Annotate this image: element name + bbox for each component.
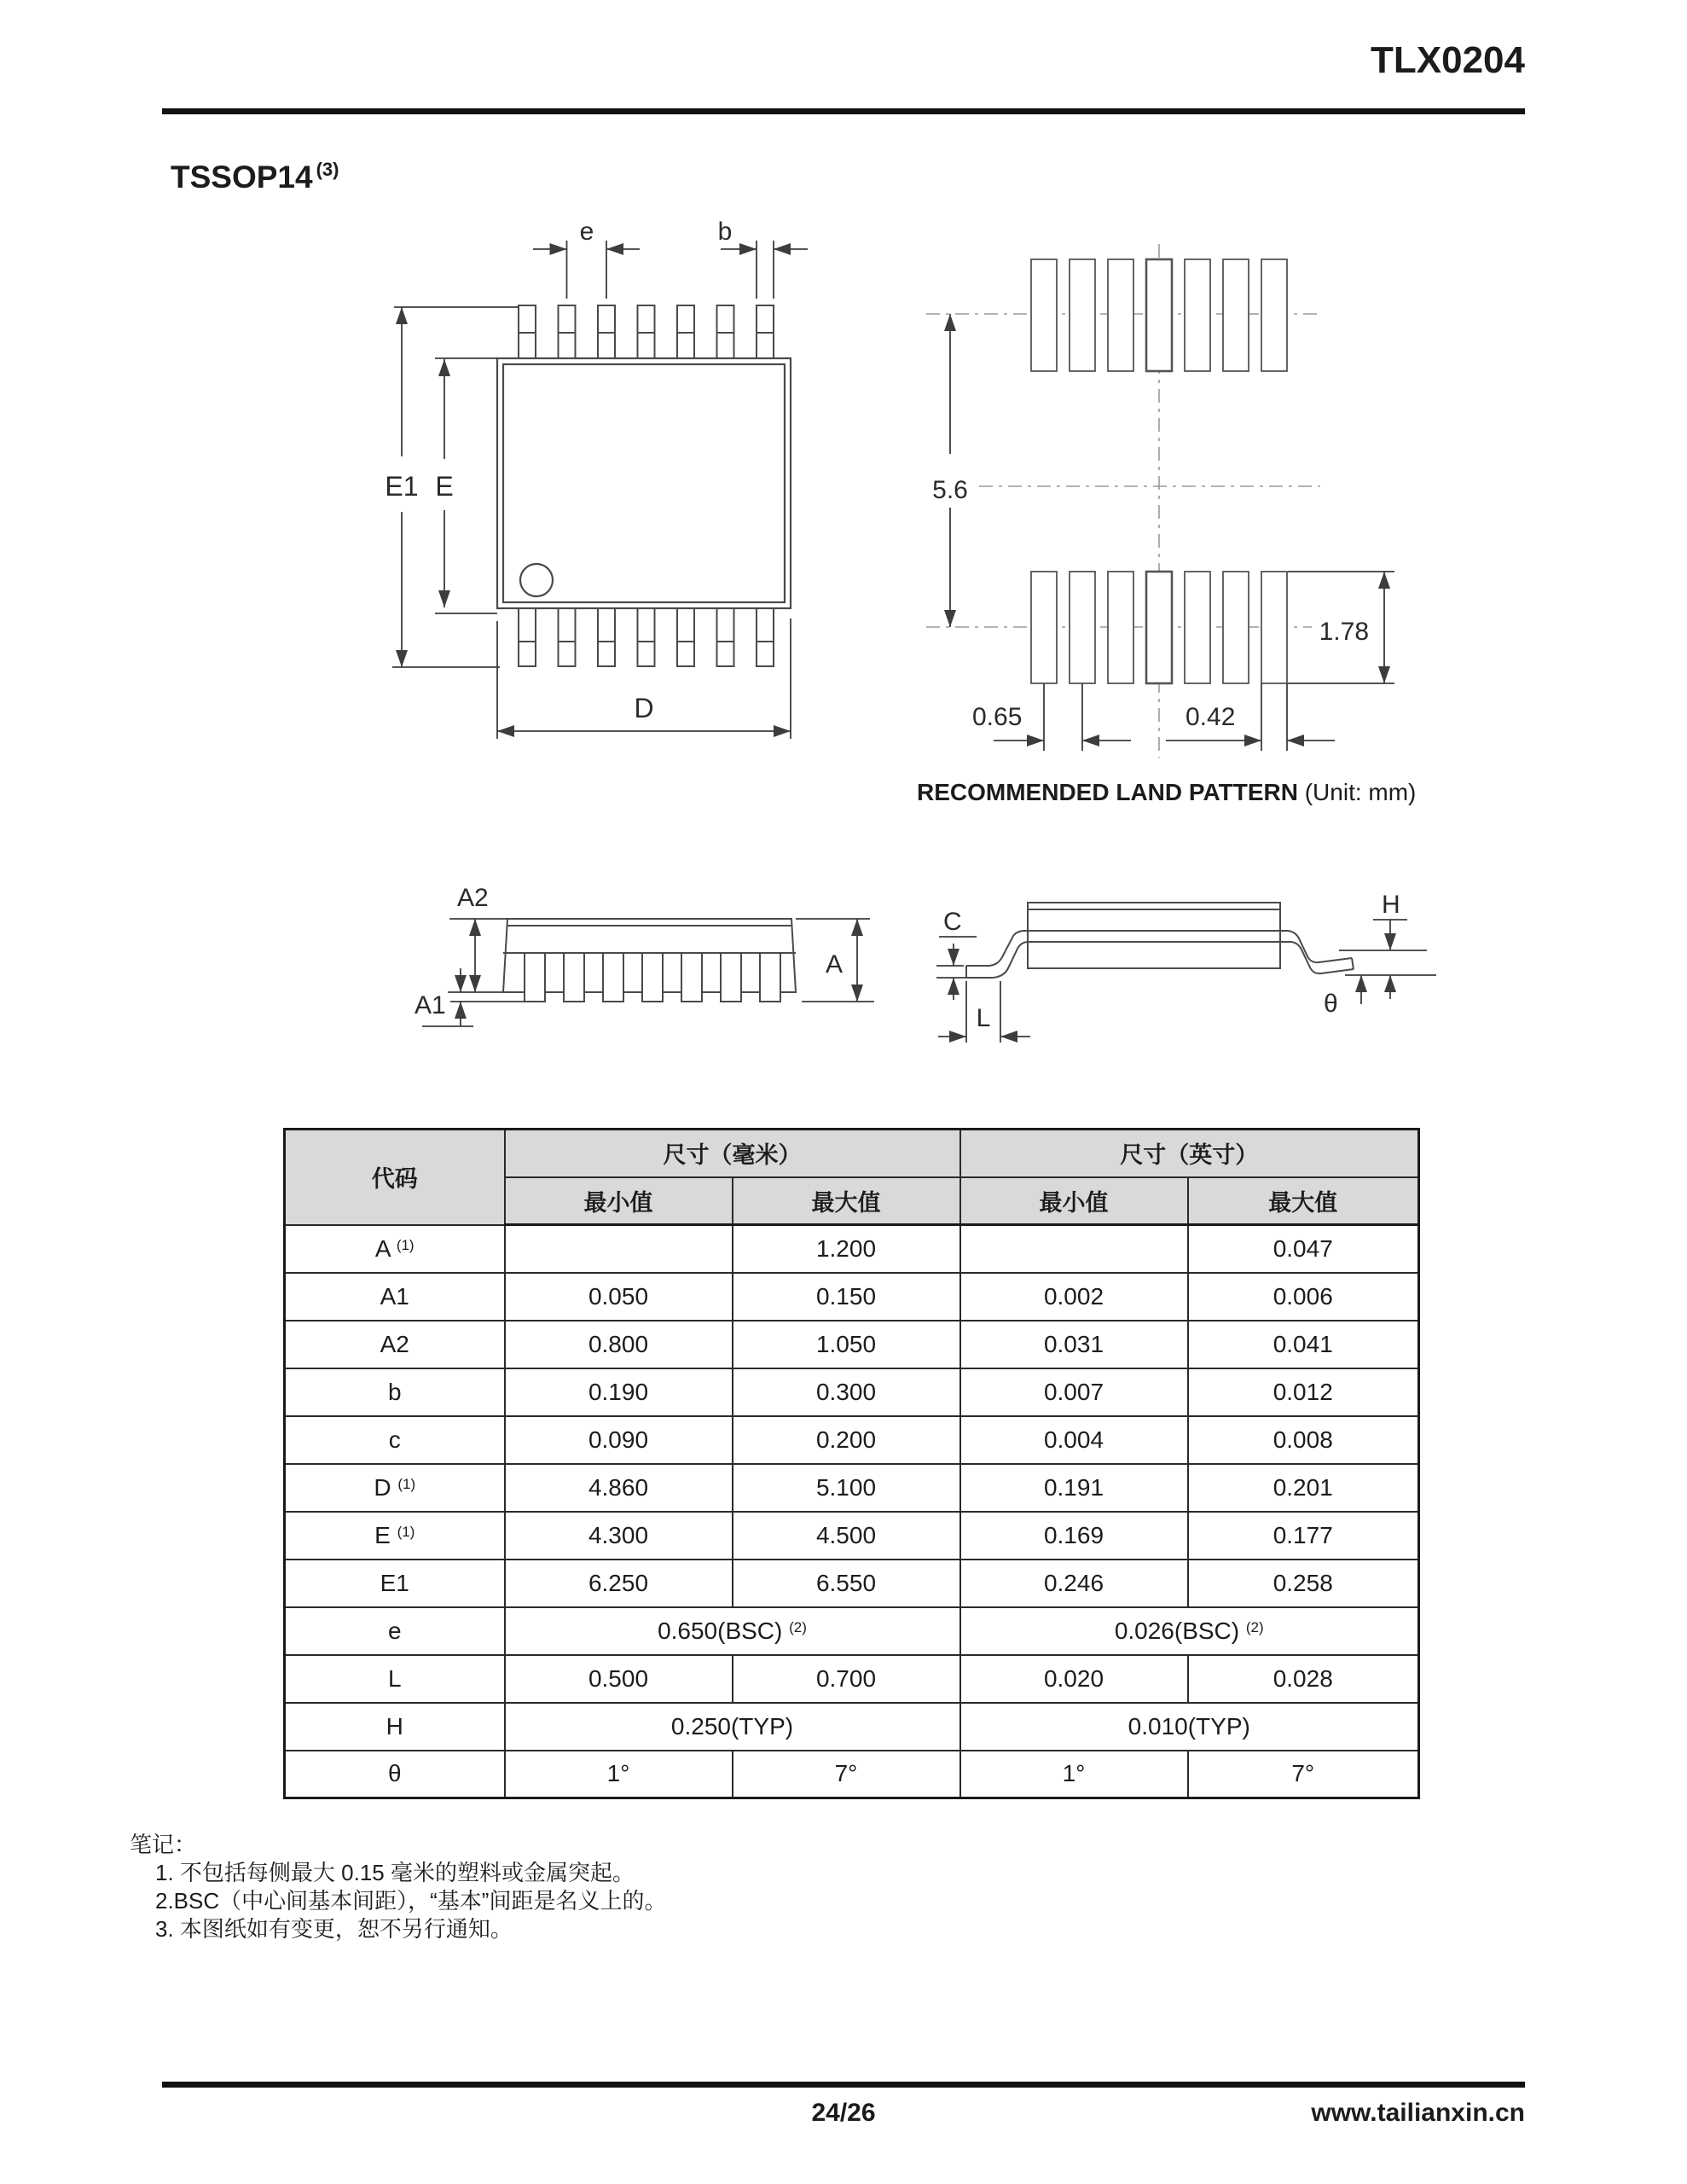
mm-max-cell: 4.500: [733, 1512, 960, 1560]
span-footnote: (2): [789, 1618, 807, 1635]
in-min-cell: 1°: [960, 1751, 1188, 1798]
mm-min-cell: 4.300: [505, 1512, 733, 1560]
col-header-mm-max: 最大值: [733, 1177, 960, 1225]
in-min-cell: 0.004: [960, 1416, 1188, 1464]
footer-rule: [162, 2082, 1525, 2088]
land-pattern-caption: [917, 779, 1416, 806]
top-view-body: [497, 358, 791, 608]
dim-label-C: C: [943, 908, 962, 936]
page-number: 24/26: [811, 2099, 876, 2127]
mm-min-cell: 0.800: [505, 1321, 733, 1368]
code-cell: D: [374, 1473, 391, 1501]
page-title: [171, 159, 339, 195]
table-row: [285, 1560, 1419, 1607]
dim-label-A: A: [826, 950, 844, 979]
note-item-1: 1. 不包括每侧最大 0.15 毫米的塑料或金属突起。: [155, 1860, 635, 1885]
code-cell: A2: [285, 1321, 505, 1368]
package-name-footnote: (3): [316, 159, 339, 180]
dim-label-1-78: 1.78: [1319, 618, 1369, 646]
dim-label-A2: A2: [457, 884, 489, 912]
dim-label-e: e: [579, 218, 594, 246]
in-min-cell: 0.246: [960, 1560, 1188, 1607]
col-header-in-min: 最小值: [960, 1177, 1188, 1225]
doc-number: TLX0204: [1371, 39, 1525, 81]
table-row: [285, 1464, 1419, 1512]
right-lead: [1280, 931, 1354, 973]
in-min-cell: 0.002: [960, 1273, 1188, 1321]
in-min-cell: [960, 1225, 1188, 1273]
code-cell: c: [285, 1416, 505, 1464]
in-max-cell: 0.006: [1188, 1273, 1419, 1321]
dim-label-A1: A1: [415, 991, 446, 1019]
mm-max-cell: 1.200: [733, 1225, 960, 1273]
dim-label-H: H: [1382, 891, 1400, 919]
in-min-cell: 0.007: [960, 1368, 1188, 1416]
code-footnote: (1): [397, 1523, 415, 1540]
table-row: [285, 1655, 1419, 1703]
in-max-cell: 0.008: [1188, 1416, 1419, 1464]
mm-min-cell: 0.500: [505, 1655, 733, 1703]
mm-max-cell: 5.100: [733, 1464, 960, 1512]
table-row: [285, 1225, 1419, 1273]
in-max-cell: 7°: [1188, 1751, 1419, 1798]
table-group-header-row: [285, 1130, 1419, 1177]
mm-min-cell: 1°: [505, 1751, 733, 1798]
table-row: [285, 1273, 1419, 1321]
code-cell: E: [374, 1521, 391, 1548]
mm-min-cell: 0.190: [505, 1368, 733, 1416]
col-header-in-max: 最大值: [1188, 1177, 1419, 1225]
dim-label-5-6: 5.6: [932, 476, 968, 504]
code-footnote: (1): [397, 1475, 416, 1492]
dim-label-b: b: [717, 218, 733, 246]
code-cell: b: [285, 1368, 505, 1416]
in-span-cell: 0.026(BSC): [1114, 1617, 1240, 1644]
mm-max-cell: 0.700: [733, 1655, 960, 1703]
header-rule: [162, 108, 1525, 114]
website-url: www.tailianxin.cn: [1311, 2099, 1525, 2127]
table-row: [285, 1368, 1419, 1416]
span-footnote: (2): [1245, 1618, 1264, 1635]
code-cell: H: [285, 1703, 505, 1751]
mm-max-cell: 0.300: [733, 1368, 960, 1416]
table-row: [285, 1416, 1419, 1464]
col-header-code: 代码: [285, 1130, 505, 1225]
code-cell: A1: [285, 1273, 505, 1321]
in-max-cell: 0.201: [1188, 1464, 1419, 1512]
dim-label-L: L: [976, 1004, 991, 1032]
in-max-cell: 0.012: [1188, 1368, 1419, 1416]
note-item-3: 3. 本图纸如有变更，恕不另行通知。: [155, 1916, 513, 1942]
col-header-mm: 尺寸（毫米）: [505, 1130, 960, 1177]
left-lead: [966, 931, 1028, 978]
in-min-cell: 0.020: [960, 1655, 1188, 1703]
land-pattern-caption-title: RECOMMENDED LAND PATTERN: [917, 779, 1298, 805]
code-cell: A: [374, 1234, 391, 1262]
package-name: TSSOP14: [171, 160, 313, 195]
table-row: [285, 1703, 1419, 1751]
dim-label-theta: θ: [1324, 990, 1338, 1018]
in-min-cell: 0.031: [960, 1321, 1188, 1368]
lead-detail-drawing: [930, 853, 1458, 1049]
table-row: [285, 1607, 1419, 1655]
code-cell: θ: [285, 1751, 505, 1798]
mm-max-cell: 6.550: [733, 1560, 960, 1607]
dim-label-E: E: [435, 471, 454, 502]
mm-min-cell: [505, 1225, 733, 1273]
in-min-cell: 0.191: [960, 1464, 1188, 1512]
land-pattern-pads: [1031, 259, 1287, 683]
package-side-view-drawing: [409, 853, 930, 1041]
mm-span-cell: 0.250(TYP): [505, 1703, 960, 1751]
side-view-body: [503, 919, 796, 1002]
in-max-cell: 0.177: [1188, 1512, 1419, 1560]
mm-max-cell: 7°: [733, 1751, 960, 1798]
col-header-inch: 尺寸（英寸）: [960, 1130, 1419, 1177]
mm-span-cell: 0.650(BSC): [658, 1617, 783, 1644]
in-min-cell: 0.169: [960, 1512, 1188, 1560]
notes-heading: 笔记：: [130, 1832, 197, 1857]
code-cell: e: [285, 1607, 505, 1655]
dim-label-E1: E1: [385, 471, 419, 502]
in-max-cell: 0.041: [1188, 1321, 1419, 1368]
lead-view-body: [966, 903, 1354, 978]
mm-max-cell: 0.200: [733, 1416, 960, 1464]
notes-section: [130, 1831, 666, 1943]
package-top-view-drawing: [358, 205, 853, 768]
land-pattern-caption-unit: (Unit: mm): [1297, 779, 1417, 805]
mm-min-cell: 4.860: [505, 1464, 733, 1512]
code-footnote: (1): [396, 1236, 415, 1253]
dim-label-0-65: 0.65: [972, 703, 1023, 731]
table-row: [285, 1751, 1419, 1798]
in-max-cell: 0.047: [1188, 1225, 1419, 1273]
land-pattern-dimensions: [950, 314, 1394, 751]
in-span-cell: 0.010(TYP): [960, 1703, 1419, 1751]
mm-min-cell: 0.050: [505, 1273, 733, 1321]
mm-max-cell: 1.050: [733, 1321, 960, 1368]
dim-label-0-42: 0.42: [1186, 703, 1236, 731]
col-header-mm-min: 最小值: [505, 1177, 733, 1225]
table-row: [285, 1321, 1419, 1368]
in-max-cell: 0.028: [1188, 1655, 1419, 1703]
note-item-2: 2.BSC（中心间基本间距），“基本”间距是名义上的。: [155, 1888, 667, 1914]
code-cell: E1: [285, 1560, 505, 1607]
mm-min-cell: 6.250: [505, 1560, 733, 1607]
dimension-table: [283, 1128, 1420, 1799]
mm-min-cell: 0.090: [505, 1416, 733, 1464]
mm-max-cell: 0.150: [733, 1273, 960, 1321]
table-row: [285, 1512, 1419, 1560]
dim-label-D: D: [634, 693, 654, 723]
land-pattern-drawing: [904, 205, 1416, 768]
code-cell: L: [285, 1655, 505, 1703]
in-max-cell: 0.258: [1188, 1560, 1419, 1607]
